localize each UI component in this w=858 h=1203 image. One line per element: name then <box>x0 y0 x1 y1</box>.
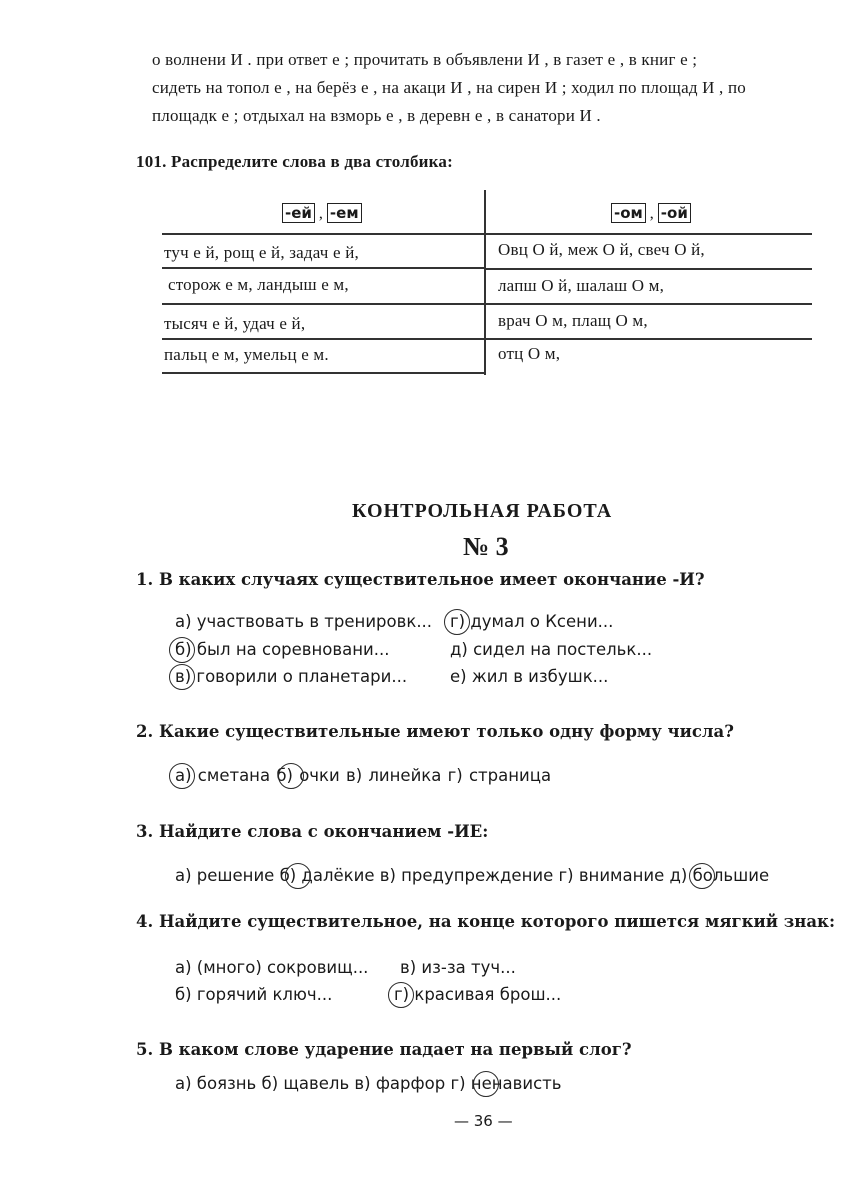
row-rule <box>162 372 484 374</box>
test-title: КОНТРОЛЬНАЯ РАБОТА <box>352 500 613 522</box>
right-row-4: отц О м, <box>498 344 561 363</box>
ending-ey-box: -ей <box>282 203 315 223</box>
q5-options[interactable]: а) боязнь б) щавель в) фарфор г) ненависть <box>175 1074 562 1093</box>
question-4: 4. Найдите существительное, на конце которого пишется мягкий знак: <box>136 912 836 931</box>
row-rule <box>484 338 812 340</box>
row-rule <box>162 338 484 340</box>
q1-option-a[interactable]: а) участвовать в тренировк... <box>175 612 433 631</box>
answer-circle-mark <box>388 982 414 1008</box>
right-column-header <box>611 204 691 223</box>
question-3: 3. Найдите слова с окончанием -ИЕ: <box>136 822 489 841</box>
table-header-rule <box>162 233 812 235</box>
exercise-101-title: 101. Распределите слова в два столбика: <box>136 152 453 171</box>
row-rule <box>162 303 484 305</box>
right-row-2: лапш О й, шалаш О м, <box>498 276 665 295</box>
q4-option-g[interactable]: г) красивая брош... <box>394 985 562 1004</box>
question-1: 1. В каких случаях существительное имеет окончание -И? <box>136 570 705 589</box>
left-row-3: тысяч е й, удач е й, <box>164 314 306 333</box>
header-separator: , <box>649 205 654 222</box>
q4-option-b[interactable]: б) горячий ключ... <box>175 985 333 1004</box>
question-2: 2. Какие существительные имеют только одну форму числа? <box>136 722 734 741</box>
q4-option-v[interactable]: в) из-за туч... <box>400 958 516 977</box>
q4-option-a[interactable]: а) (много) сокровищ... <box>175 958 369 977</box>
right-row-3: врач О м, плащ О м, <box>498 311 648 330</box>
q1-option-e[interactable]: е) жил в избушк... <box>450 667 609 686</box>
answer-circle-mark <box>169 637 195 663</box>
q1-option-d[interactable]: д) сидел на постельк... <box>450 640 653 659</box>
q1-option-v[interactable]: в) говорили о планетари... <box>175 667 408 686</box>
ending-em-box: -ем <box>327 203 362 223</box>
ending-om-box: -ом <box>611 203 646 223</box>
q1-option-g[interactable]: г) думал о Ксени... <box>450 612 614 631</box>
top-line-1: о волнени И . при ответ е ; прочитать в объявлени И , в газет е , в книг е ; <box>152 50 698 69</box>
q3-options[interactable]: а) решение б) далёкие в) предупреждение г) внимание д) большие <box>175 866 770 885</box>
row-rule <box>484 268 812 270</box>
answer-circle-mark <box>444 609 470 635</box>
answer-circle-mark <box>285 863 311 889</box>
answer-circle-mark <box>169 763 195 789</box>
ending-oy-box: -ой <box>658 203 691 223</box>
q1-option-b[interactable]: б) был на соревновани... <box>175 640 390 659</box>
test-number: № 3 <box>463 532 509 561</box>
table-divider <box>484 190 486 375</box>
question-5: 5. В каком слове ударение падает на первый слог? <box>136 1040 632 1059</box>
right-row-1: Овц О й, меж О й, свеч О й, <box>498 240 705 259</box>
top-line-2: сидеть на топол е , на берёз е , на акаци И , на сирен И ; ходил по площад И , по <box>152 78 746 97</box>
q2-options[interactable]: а) сметана б) очки в) линейка г) страница <box>175 766 552 785</box>
answer-circle-mark <box>169 664 195 690</box>
left-row-4: пальц е м, умельц е м. <box>164 345 329 364</box>
answer-circle-mark <box>278 763 304 789</box>
page-number: — 36 — <box>454 1112 513 1130</box>
left-row-1: туч е й, рощ е й, задач е й, <box>164 243 359 262</box>
header-separator: , <box>318 205 323 222</box>
row-rule <box>484 303 812 305</box>
left-column-header <box>282 204 362 223</box>
top-line-3: площадк е ; отдыхал на взморь е , в деревн е , в санатори И . <box>152 106 601 125</box>
answer-circle-mark <box>689 863 715 889</box>
left-row-2: сторож е м, ландыш е м, <box>168 275 349 294</box>
row-rule <box>162 267 484 269</box>
answer-circle-mark <box>473 1071 499 1097</box>
